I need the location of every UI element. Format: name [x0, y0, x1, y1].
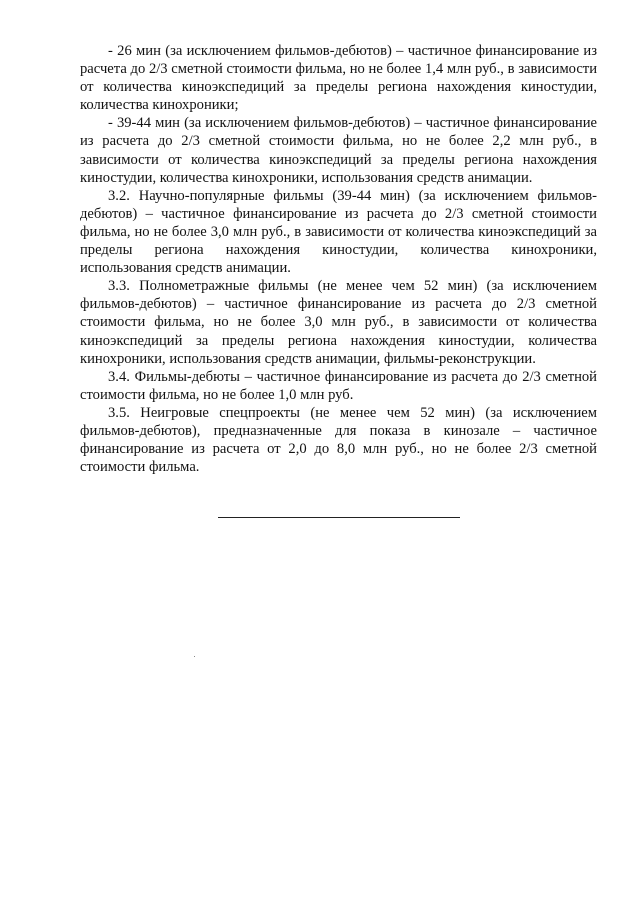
paragraph-26-min: - 26 мин (за исключением фильмов-дебютов) – частичное финансирование из расчета до 2/3 сметной стоимости фильма, но не более 1,4 млн руб., в зависимости от количества киноэкспедиций за пределы региона нахождения киностудии, количества кинохроники;: [80, 43, 597, 114]
paragraph-39-44-min: - 39-44 мин (за исключением фильмов-дебютов) – частичное финансирование из расчета до 2/3 сметной стоимости фильма, но не более 2,2 млн руб., в зависимости от количества киноэкспедиций за пределы региона нахождения киностудии, количества кинохроники, использования средств анимации.: [80, 115, 597, 186]
end-divider-line: [218, 517, 460, 518]
paragraph-3-4-debut-films: 3.4. Фильмы-дебюты – частичное финансирование из расчета до 2/3 сметной стоимости фильма, но не более 1,0 млн руб.: [80, 368, 597, 403]
paragraph-3-5-special-projects: 3.5. Неигровые спецпроекты (не менее чем 52 мин) (за исключением фильмов-дебютов), предназначенные для показа в кинозале – частичное финансирование из расчета от 2,0 до 8,0 млн руб., но не более 2/3 сметной стоимости фильма.: [80, 404, 597, 476]
scan-speck: [194, 656, 195, 657]
paragraph-3-2-popular-science: 3.2. Научно-популярные фильмы (39-44 мин) (за исключением фильмов-дебютов) – частичное финансирование из расчета до 2/3 сметной стоимости фильма, но не более 3,0 млн руб., в зависимости от количества киноэкспедиций за пределы региона нахождения киностудии, количества кинохроники, использования средств анимации.: [80, 187, 597, 277]
paragraph-3-3-feature-length: 3.3. Полнометражные фильмы (не менее чем 52 мин) (за исключением фильмов-дебютов) – частичное финансирование из расчета до 2/3 сметной стоимости фильма, но не более 3,0 млн руб., в зависимости от количества киноэкспедиций за пределы региона нахождения киностудии, количества кинохроники, использования средств анимации, фильмы-реконструкции.: [80, 278, 597, 367]
document-body: [80, 42, 597, 476]
